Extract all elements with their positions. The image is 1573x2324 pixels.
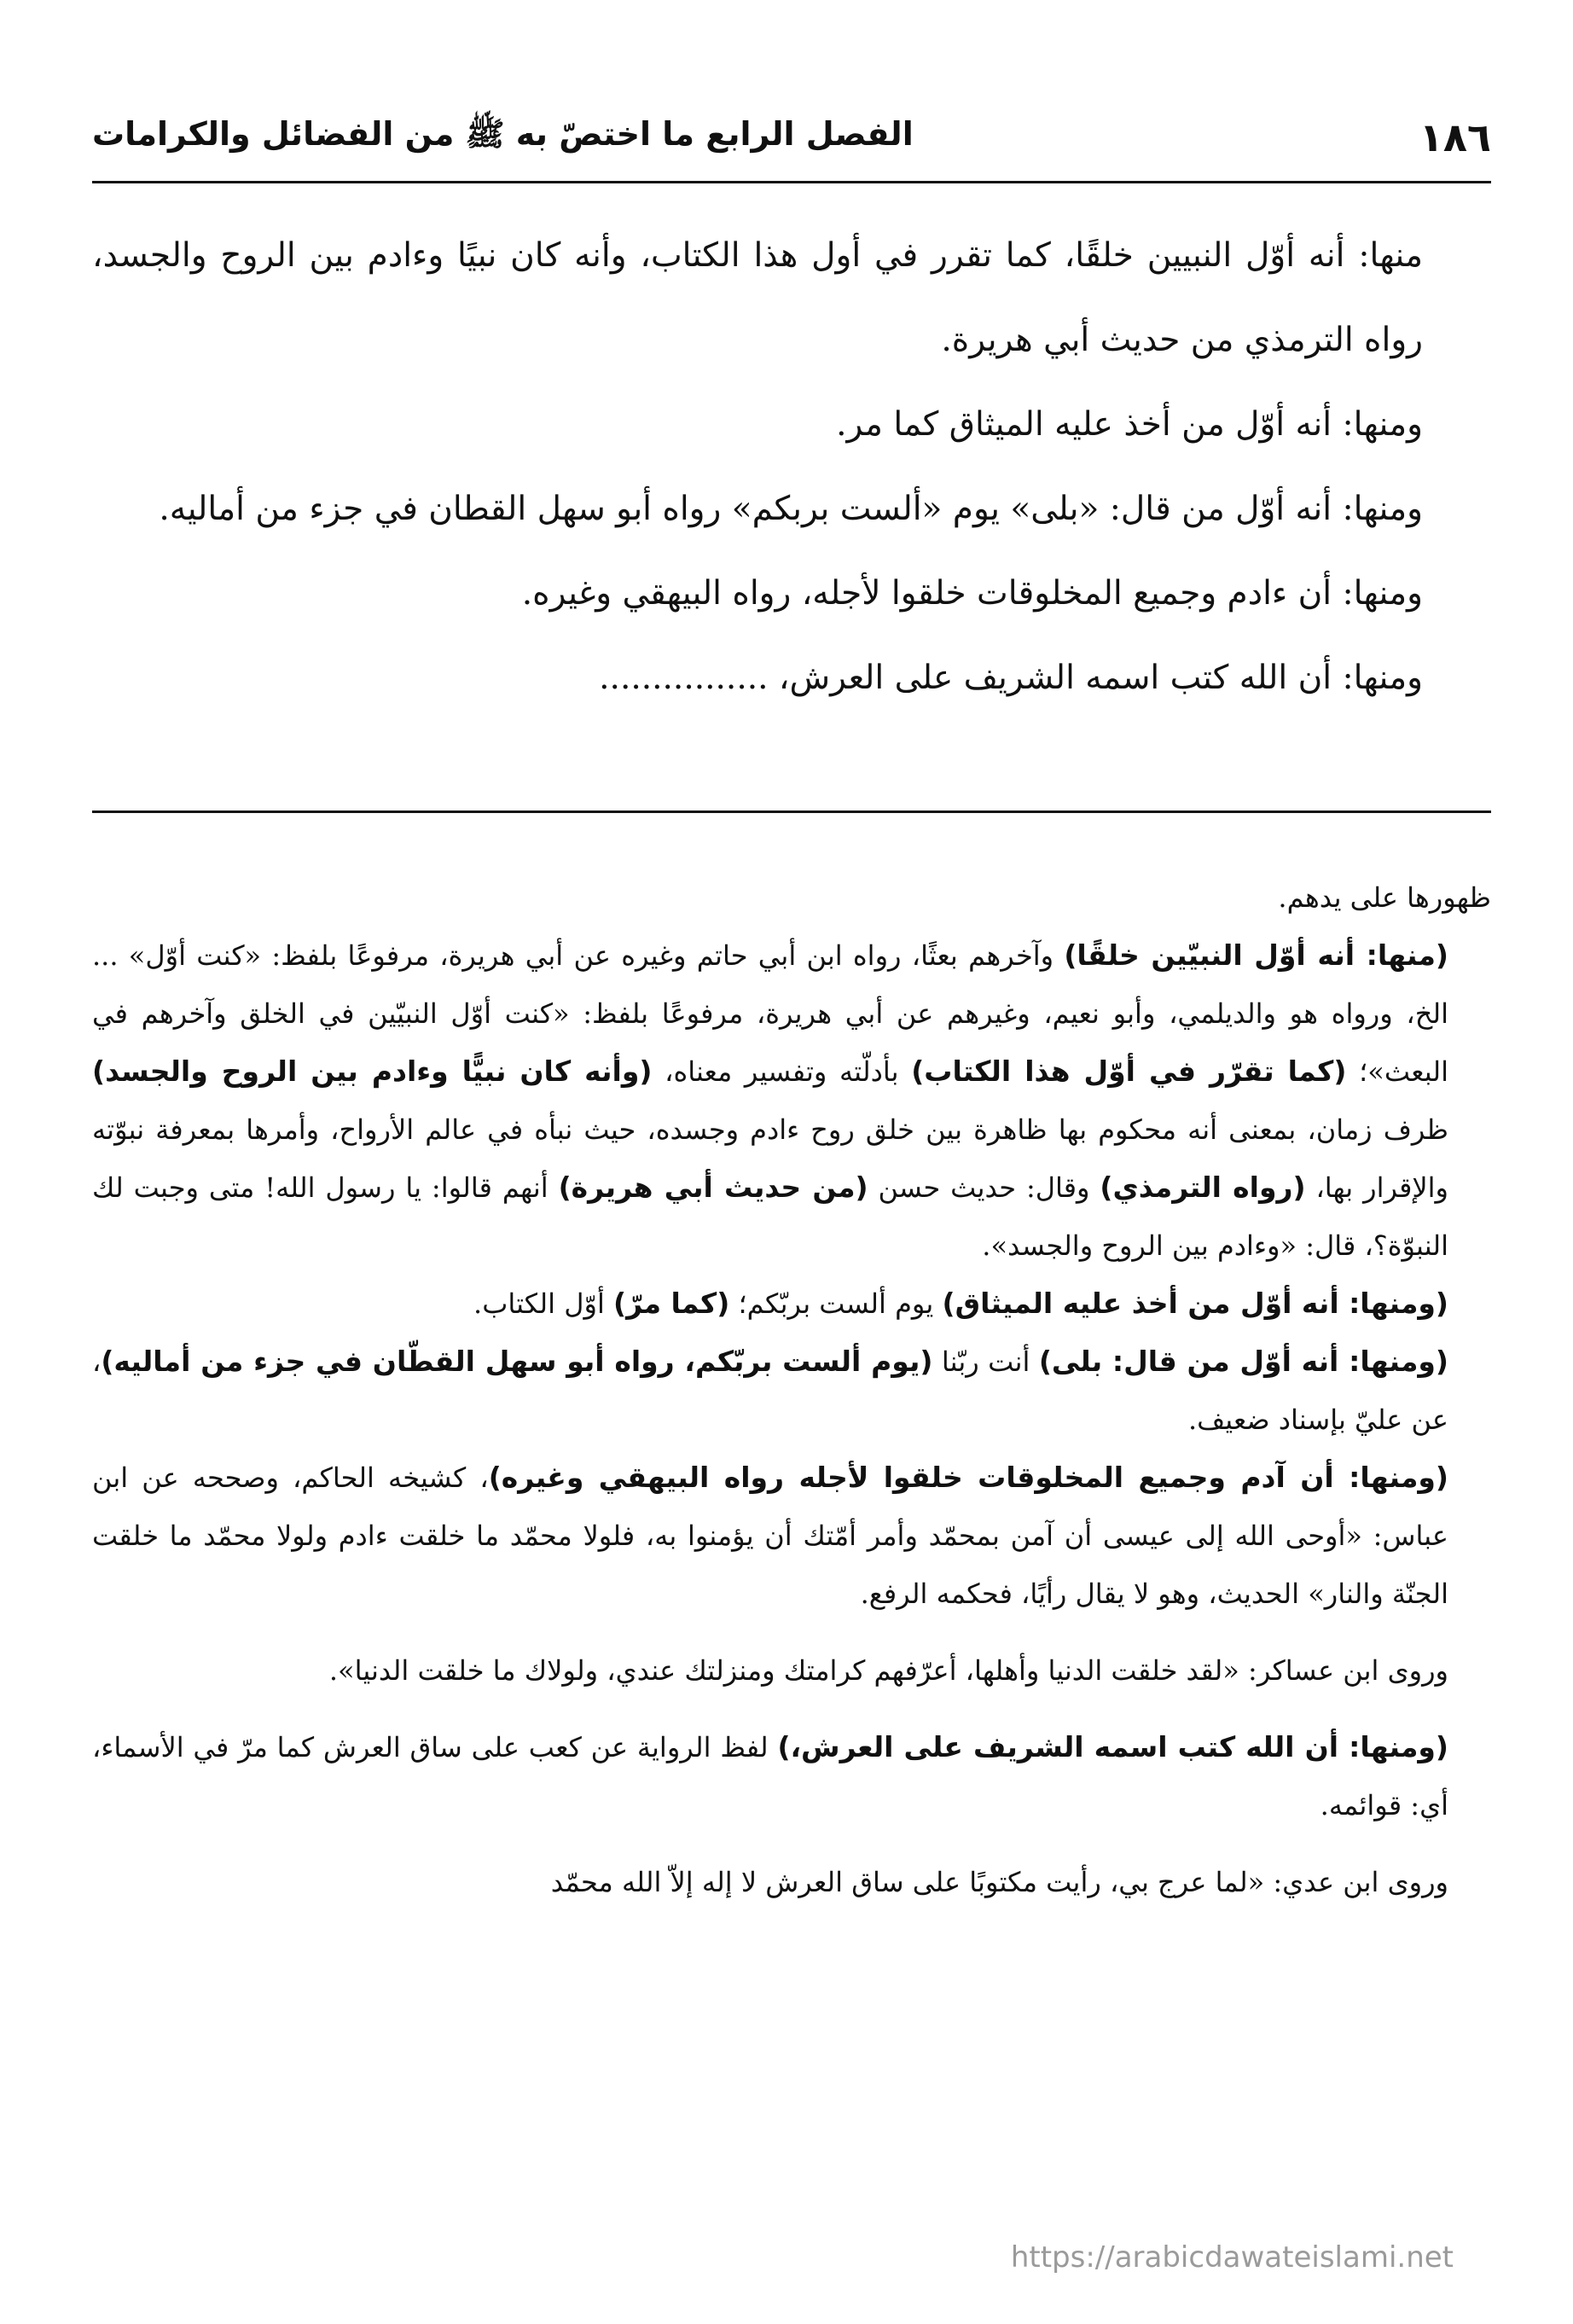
main-text (92, 213, 1491, 720)
commentary-paragraph: وروى ابن عدي: «لما عرج بي، رأيت مكتوبًا على ساق العرش لا إله إلاّ الله محمّد (550, 1866, 1448, 1898)
main-paragraph-text: ومنها: أن الله كتب اسمه الشريف على العرش، (778, 659, 1423, 697)
commentary-text-run: وآخرهم بعثًا، رواه ابن أبي حاتم وغيره عن أبي هريرة، مرفوعًا بلفظ: «كنت أوّل» ... الخ، ورواه هو والديلمي، وأبو نعيم، وغيرهم عن أبي هريرة، مرفوعًا بلفظ: «كنت أوّل النبيّين في الخلق وآخرهم في البعث»؛ (92, 939, 1449, 1088)
commentary-text-run: لفظ الرواية عن كعب على ساق العرش كما مرّ في الأسماء، أي: قوائمه. (92, 1731, 1448, 1821)
continuation-dots: ................ (599, 659, 769, 697)
quoted-text: (منها: أنه أوّل النبيّين خلقًا) (1064, 938, 1448, 972)
commentary-text-run: أنت ربّنا (932, 1345, 1039, 1378)
commentary-paragraph (92, 1449, 1491, 1623)
commentary-text-run: وقال: حديث حسن (868, 1171, 1100, 1204)
commentary-text-run: ظرف زمان، بمعنى أنه محكوم بها ظاهرة بين خلق روح ءادم وجسده، حيث نبأه في عالم الأرواح، وأمرها بمعرفة نبوّته والإقرار بها، (92, 1113, 1449, 1204)
watermark-url: https://arabicdawateislami.net (1010, 2240, 1454, 2275)
quoted-text: (كما تقرّر في أوّل هذا الكتاب) (911, 1055, 1347, 1088)
commentary-paragraph: وروى ابن عساكر: «لقد خلقت الدنيا وأهلها، أعرّفهم كرامتك ومنزلتك عندي، ولولاك ما خلقت الدنيا». (328, 1654, 1448, 1687)
commentary-text-run: ، عن عليّ بإسناد ضعيف. (92, 1345, 1448, 1436)
running-title: الفصل الرابع ما اختصّ به ﷺ من الفضائل والكرامات (92, 114, 914, 153)
commentary-text-run: بأدلّته وتفسير معناه، (652, 1055, 912, 1088)
quoted-text: (من حديث أبي هريرة) (558, 1171, 868, 1204)
page-number: ١٨٦ (1419, 114, 1491, 160)
quoted-text: (رواه الترمذي) (1100, 1171, 1306, 1204)
section-divider (92, 810, 1491, 813)
commentary-paragraph (92, 1718, 1491, 1834)
commentary-text-run: أنهم قالوا: يا رسول الله! متى وجبت لك النبوّة؟، قال: «وءادم بين الروح والجسد». (92, 1171, 1448, 1262)
quoted-text: (ومنها: أنه أوّل من قال: بلى) (1038, 1345, 1449, 1378)
commentary-text-run: ، كشيخه الحاكم، وصححه عن ابن عباس: «أوحى الله إلى عيسى أن آمن بمحمّد وأمر أمّتك أن يؤمنوا به، فلولا محمّد ما خلقت ءادم ولولا محمّد ما خلقت الجنّة والنار» الحديث، وهو لا يقال رأيًا، فحكمه الرفع. (92, 1461, 1448, 1610)
quoted-text: (ومنها: أن آدم وجميع المخلوقات خلقوا لأجله رواه البيهقي وغيره) (488, 1461, 1448, 1494)
commentary-paragraph: ظهورها على يدهم. (1278, 881, 1491, 914)
quoted-text: (ومنها: أن الله كتب اسمه الشريف على العرش،) (777, 1730, 1449, 1763)
commentary-paragraph (92, 1333, 1491, 1449)
main-paragraph: ومنها: أنه أوّل من أخذ عليه الميثاق كما مر. (836, 405, 1423, 444)
quoted-text: (وأنه كان نبيًّا وءادم بين الروح والجسد) (92, 1055, 653, 1088)
commentary-paragraph (92, 1275, 1491, 1333)
quoted-text: (ومنها: أنه أوّل من أخذ عليه الميثاق) (942, 1287, 1448, 1320)
quoted-text: (كما مرّ) (613, 1287, 730, 1320)
main-paragraph: منها: أنه أوّل النبيين خلقًا، كما تقرر في أول هذا الكتاب، وأنه كان نبيًا وءادم بين الروح والجسد، رواه الترمذي من حديث أبي هريرة. (92, 236, 1423, 359)
commentary-text (92, 869, 1491, 1911)
quoted-text: (يوم ألست بربّكم، رواه أبو سهل القطّان في جزء من أماليه) (101, 1345, 933, 1378)
commentary-paragraph (92, 927, 1491, 1275)
main-paragraph: ومنها: أن ءادم وجميع المخلوقات خلقوا لأجله، رواه البيهقي وغيره. (521, 574, 1423, 613)
commentary-text-run: يوم ألست بربّكم؛ (729, 1287, 943, 1320)
commentary-text-run: أوّل الكتاب. (473, 1287, 613, 1320)
main-paragraph (92, 636, 1491, 720)
main-paragraph: ومنها: أنه أوّل من قال: «بلى» يوم «ألست بربكم» رواه أبو سهل القطان في جزء من أماليه. (159, 490, 1423, 528)
page-header (92, 101, 1491, 174)
header-rule (92, 181, 1491, 183)
